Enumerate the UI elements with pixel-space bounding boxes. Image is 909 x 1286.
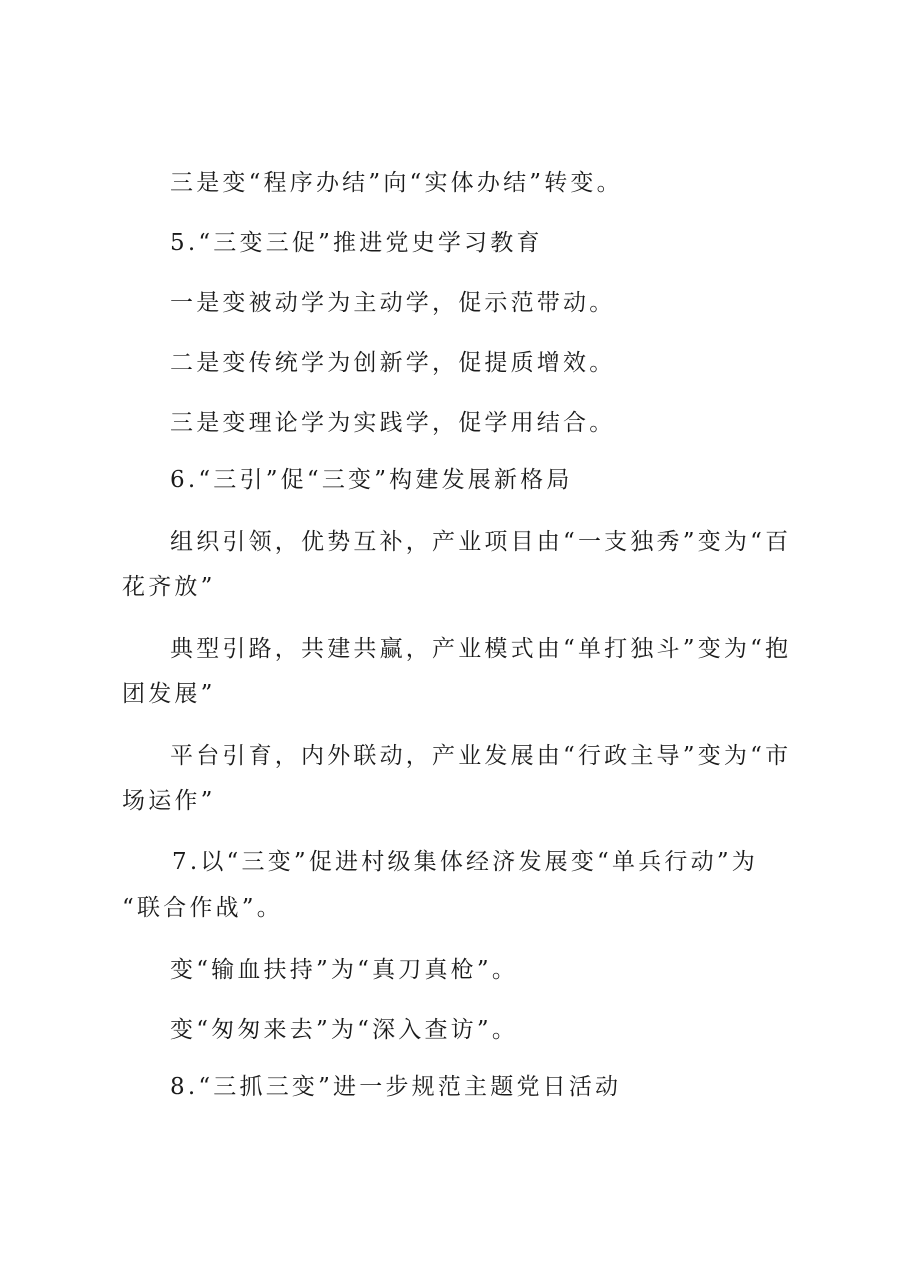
paragraph-line: 一是变被动学为主动学，促示范带动。 xyxy=(170,290,616,316)
paragraph-line: 变“匆匆来去”为“深入查访”。 xyxy=(170,1017,519,1043)
paragraph-continuation: 花齐放” xyxy=(122,574,216,600)
section-heading-5: 5.“三变三促”推进党史学习教育 xyxy=(170,230,543,256)
paragraph-continuation: 团发展” xyxy=(122,681,216,707)
paragraph-line: 平台引育，内外联动，产业发展由“行政主导”变为“市 xyxy=(170,743,792,769)
paragraph-line: 二是变传统学为创新学，促提质增效。 xyxy=(170,350,616,376)
paragraph-line: 变“输血扶持”为“真刀真枪”。 xyxy=(170,957,519,983)
paragraph-line: 组织引领，优势互补，产业项目由“一支独秀”变为“百 xyxy=(170,529,792,555)
paragraph-line: 三是变理论学为实践学，促学用结合。 xyxy=(170,410,616,436)
paragraph-line: 典型引路，共建共赢，产业模式由“单打独斗”变为“抱 xyxy=(170,636,792,662)
paragraph-continuation: “联合作战”。 xyxy=(122,895,283,921)
paragraph-line: 三是变“程序办结”向“实体办结”转变。 xyxy=(170,170,623,196)
section-heading-6: 6.“三引”促“三变”构建发展新格局 xyxy=(170,467,573,493)
section-heading-7: 7.以“三变”促进村级集体经济发展变“单兵行动”为 xyxy=(172,849,758,875)
paragraph-continuation: 场运作” xyxy=(122,788,216,814)
section-heading-8: 8.“三抓三变”进一步规范主题党日活动 xyxy=(170,1074,622,1100)
